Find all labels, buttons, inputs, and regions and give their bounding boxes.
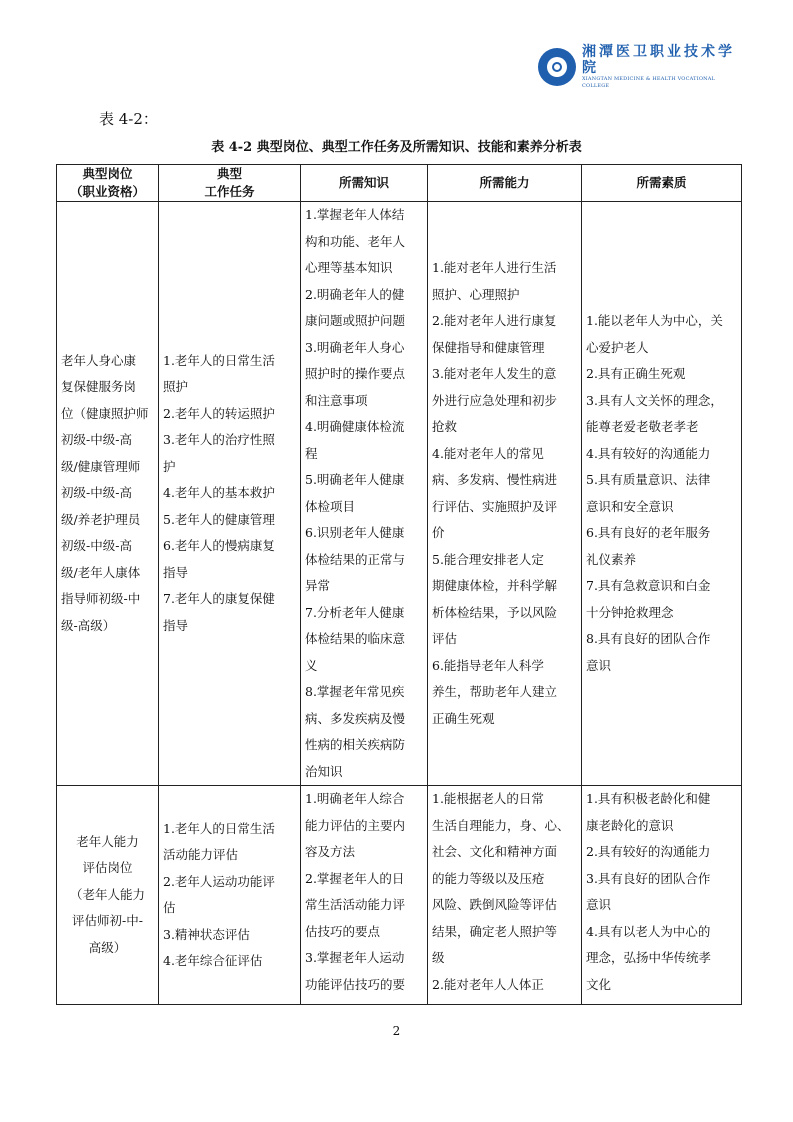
cell-abilities: 1.能根据老人的日常 生活自理能力，身、心、 社会、文化和精神方面 的能力等级以及压疮 风险、跌倒风险等评估 结果，确定老人照护等 级 2.能对老年人人体正	[428, 786, 582, 1005]
analysis-table	[56, 164, 742, 1005]
logo-english-name: XIANGTAN MEDICINE & HEALTH VOCATIONAL COLLEGE	[582, 76, 716, 89]
header-knowledge: 所需知识	[301, 165, 428, 202]
header-qualities: 所需素质	[582, 165, 742, 202]
cell-knowledge: 1.明确老年人综合 能力评估的主要内 容及方法 2.掌握老年人的日 常生活活动能力评 估技巧的要点 3.掌握老年人运动 功能评估技巧的要	[301, 786, 428, 1005]
cell-position: 老年人能力 评估岗位 （老年人能力 评估师初-中- 高级）	[57, 786, 159, 1005]
college-logo	[538, 46, 738, 88]
logo-chinese-name: 湘潭医卫职业技术学院	[582, 44, 735, 76]
table-row	[57, 202, 742, 786]
header-tasks: 典型 工作任务	[159, 165, 301, 202]
table-row	[57, 786, 742, 1005]
table-header-row	[57, 165, 742, 202]
table-label: 表 4-2：	[99, 110, 158, 128]
cell-tasks: 1.老年人的日常生活 活动能力评估 2.老年人运动功能评 估 3.精神状态评估 4.老年综合征评估	[159, 786, 301, 1005]
header-abilities: 所需能力	[428, 165, 582, 202]
page-number: 2	[392, 1024, 401, 1038]
college-seal-icon	[538, 48, 576, 86]
header-position: 典型岗位 （职业资格）	[57, 165, 159, 202]
cell-abilities: 1.能对老年人进行生活 照护、心理照护 2.能对老年人进行康复 保健指导和健康管理 3.能对老年人发生的意 外进行应急处理和初步 抢救 4.能对老年人的常见 病、多发病、慢性病进 行评估、实施照护及评 价 5.能合理安排老人定 期健康体检，并科学解 析体检结果，予以风险 评估 6.能指导老年人科学 养生，帮助老年人建立 正确生死观	[428, 202, 582, 786]
cell-position: 老年人身心康 复保健服务岗 位（健康照护师 初级-中级-高 级/健康管理师 初级-中级-高 级/养老护理员 初级-中级-高 级/老年人康体 指导师初级-中 级-高级）	[57, 202, 159, 786]
cell-tasks: 1.老年人的日常生活 照护 2.老年人的转运照护 3.老年人的治疗性照 护 4.老年人的基本救护 5.老年人的健康管理 6.老年人的慢病康复 指导 7.老年人的康复保健 指导	[159, 202, 301, 786]
cell-qualities: 1.具有积极老龄化和健 康老龄化的意识 2.具有较好的沟通能力 3.具有良好的团队合作 意识 4.具有以老人为中心的 理念，弘扬中华传统孝 文化	[582, 786, 742, 1005]
cell-knowledge: 1.掌握老年人体结 构和功能、老年人 心理等基本知识 2.明确老年人的健 康问题或照护问题 3.明确老年人身心 照护时的操作要点 和注意事项 4.明确健康体检流 程 5.明确老年人健康 体检项目 6.识别老年人健康 体检结果的正常与 异常 7.分析老年人健康 体检结果的临床意 义 8.掌握老年常见疾 病、多发疾病及慢 性病的相关疾病防 治知识	[301, 202, 428, 786]
table-caption: 表 4-2 典型岗位、典型工作任务及所需知识、技能和素养分析表	[211, 140, 582, 155]
cell-qualities: 1.能以老年人为中心，关 心爱护老人 2.具有正确生死观 3.具有人文关怀的理念， 能尊老爱老敬老孝老 4.具有较好的沟通能力 5.具有质量意识、法律 意识和安全意识 6.具有良好的老年服务 礼仪素养 7.具有急救意识和白金 十分钟抢救理念 8.具有良好的团队合作 意识	[582, 202, 742, 786]
